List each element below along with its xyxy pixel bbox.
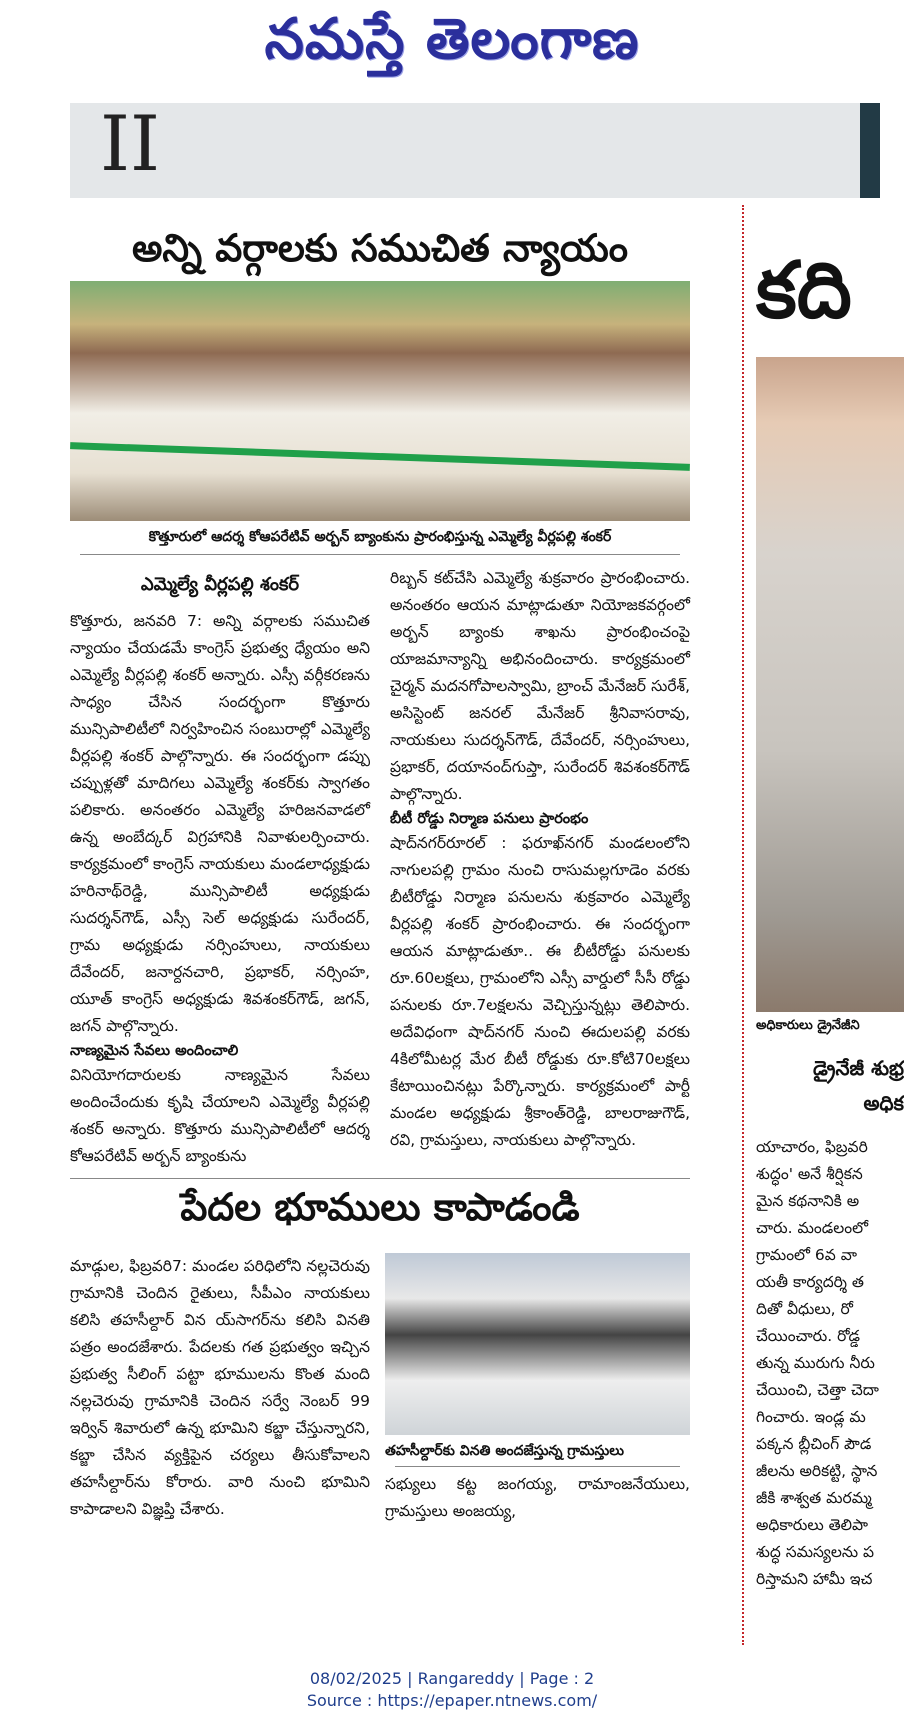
right-article-line: శుద్ధ సమస్యలను ప xyxy=(756,1542,875,1561)
right-article-line: జీకి శాశ్వత మరమ్మ xyxy=(756,1488,872,1507)
right-article-line: అధికారులు తెలిపా xyxy=(756,1515,869,1534)
right-article-line: రిస్తామని హామీ ఇచ xyxy=(756,1569,873,1588)
article1-headline: అన్ని వర్గాలకు సముచిత న్యాయం xyxy=(132,226,628,270)
article-separator xyxy=(70,1178,690,1179)
right-article-line: గించారు. ఇండ్ల మ xyxy=(756,1407,866,1426)
article2-column-1: మాడ్గుల, ఫిబ్రవరి7: మండల పరిధిలోని నల్లచెరువు గ్రామానికి చెందిన రైతులు, సీపీఎం నాయకులు కలిసి తహసీల్దార్ విన య్‌సాగర్‌ను కలిసి వినతి పత్రం అందజేశారు. పేదలకు గత ప్రభుత్వం ఇచ్చిన ప్రభుత్వ సీలింగ్ పట్టా భూములను కొంత మంది నల్లచెరువు గ్రామానికి చెందిన సర్వే నెంబర్ 99 ఇర్విన్ శివారులో ఉన్న భూమిని కబ్జా చేస్తున్నారని, కబ్జా చేసిన వ్యక్తిపైన చర్యలు తీసుకోవాలని తహసీల్దార్‌ను కోరారు. వారి నుంచి భూమిని కాపాడాలని విజ్ఞప్తి చేశారు. xyxy=(70,1256,370,1518)
article2-paragraph-2: సభ్యులు కట్ట జంగయ్య, రామాంజనేయులు, గ్రామస్తులు అంజయ్య, xyxy=(385,1474,690,1520)
masthead xyxy=(0,0,904,92)
right-article-line: తున్న మురుగు నీరు xyxy=(756,1353,875,1372)
article2-body xyxy=(70,1253,690,1525)
caption-rule xyxy=(80,554,680,555)
article1-byline: ఎమ్మెల్యే వీర్లపల్లి శంకర్ xyxy=(140,573,300,595)
article2-photo xyxy=(385,1253,690,1435)
right-article-line: చేయించి, చెత్తా చెదా xyxy=(756,1380,879,1399)
right-article-line: శుద్ధం' అనే శీర్షికన xyxy=(756,1164,863,1183)
article1-photo xyxy=(70,281,690,521)
column-divider xyxy=(742,205,744,1645)
right-article-body xyxy=(756,1134,904,1593)
right-article-photo xyxy=(756,357,904,1012)
right-article-line: గ్రామంలో 6వ వా xyxy=(756,1245,857,1264)
article1-subhead-2: బీటీ రోడ్డు నిర్మాణ పనులు ప్రారంభం xyxy=(390,810,589,827)
right-article-headline: కది xyxy=(756,246,852,336)
right-article-subhead-1: డ్రైనేజీ శుభ్ర xyxy=(813,1055,904,1080)
article2-headline: పేదల భూములు కాపాడండి xyxy=(180,1184,580,1229)
article1-body xyxy=(70,565,690,1170)
right-article-line: చేయించారు. రోడ్డ xyxy=(756,1326,860,1345)
right-article-caption: అధికారులు డ్రైనేజీని xyxy=(756,1017,860,1033)
right-article-subhead-2: అధిక xyxy=(863,1090,904,1115)
right-article-line: మైన కథనానికి అ xyxy=(756,1191,860,1210)
right-article-line: జీలను అరికట్టి, స్థాన xyxy=(756,1461,878,1480)
right-article-line: చారు. మండలంలో xyxy=(756,1218,869,1237)
footer-date-edition: 08/02/2025 | Rangareddy | Page : 2 xyxy=(309,1669,595,1688)
caption2-rule xyxy=(395,1466,680,1467)
footer-source: Source : https://epaper.ntnews.com/ xyxy=(306,1691,598,1710)
article1-paragraph: కొత్తూరు, జనవరి 7: అన్ని వర్గాలకు సముచిత న్యాయం చేయడమే కాంగ్రెస్ ప్రభుత్వ ధ్యేయం అని ఎమ్మెల్యే వీర్లపల్లి శంకర్ అన్నారు. ఎస్సీ వర్గీకరణను సాధ్యం చేసిన సందర్భంగా కొత్తూరు మున్సిపాలిటీలో నిర్వహించిన సంబురాల్లో ఎమ్మెల్యే వీర్లపల్లి శంకర్ పాల్గొన్నారు. ఈ సందర్భంగా డప్పు చప్పుళ్లతో మాదిగలు ఎమ్మెల్యే శంకర్‌కు స్వాగతం పలికారు. అనంతరం ఎమ్మెల్యే హరిజనవాడలో ఉన్న అంబేద్కర్ విగ్రహానికి నివాళులర్పించారు. కార్యక్రమంలో కాంగ్రెస్ నాయకులు మండలాధ్యక్షుడు హరినాథ్‌రెడ్డి, మున్సిపాలిటీ అధ్యక్షుడు సుదర్శన్‌గౌడ్, ఎస్సీ సెల్ అధ్యక్షుడు సురేందర్, గ్రామ అధ్యక్షుడు నర్సింహులు, నాయకులు దేవేందర్, జనార్దనచారి, ప్రభాకర్, నర్సింహ, యూత్ కాంగ్రెస్ అధ్యక్షుడు శివశంకర్‌గౌడ్, జగన్, జగన్ పాల్గొన్నారు. xyxy=(70,611,370,1035)
article1-subhead-1: నాణ్యమైన సేవలు అందించాలి xyxy=(70,1042,239,1059)
bar-accent xyxy=(860,103,880,198)
article2-caption: తహసీల్దార్‌కు వినతి అందజేస్తున్న గ్రామస్తులు xyxy=(385,1442,624,1459)
article1-caption: కొత్తూరులో ఆదర్శ కోఆపరేటివ్ అర్బన్ బ్యాంకును ప్రారంభిస్తున్న ఎమ్మెల్యే వీర్లపల్లి శంకర్ xyxy=(148,528,612,545)
article1-column-2 xyxy=(390,565,690,1170)
footer xyxy=(0,1668,904,1712)
article1-paragraph-4: షాద్‌నగర్‌రూరల్ : ఫరూఖ్‌నగర్ మండలంలోని నాగులపల్లి గ్రామం నుంచి రాసుమల్లగూడెం వరకు బీటీరోడ్డు నిర్మాణ పనులను శుక్రవారం ఎమ్మెల్యే వీర్లపల్లి శంకర్ ప్రారంభించారు. ఈ సందర్భంగా ఆయన మాట్లాడుతూ.. ఈ బీటీరోడ్డు పనులకు రూ.60లక్షలు, గ్రామంలోని ఎస్సీ వార్డులో సీసీ రోడ్డు పనులకు రూ.7లక్షలను వెచ్చిస్తున్నట్లు తెలిపారు. అదేవిధంగా షాద్‌నగర్ నుంచి ఈదులపల్లి వరకు 4కిలోమీటర్ల మేర బీటీ రోడ్డుకు రూ.కోటి70లక్షలు కేటాయించినట్లు పేర్కొన్నారు. కార్యక్రమంలో పార్టీ మండల అధ్యక్షుడు శ్రీకాంత్‌రెడ్డి, బాలరాజుగౌడ్, రవి, గ్రామస్తులు, నాయకులు పాల్గొన్నారు. xyxy=(390,833,690,1149)
newspaper-title: నమస్తే తెలంగాణ xyxy=(264,6,640,72)
article1-paragraph-2: వినియోగదారులకు నాణ్యమైన సేవలు అందించేందుకు కృషి చేయాలని ఎమ్మెల్యే వీర్లపల్లి శంకర్ అన్నారు. కొత్తూరు మున్సిపాలిటీలో ఆదర్శ కోఆపరేటివ్ అర్బన్ బ్యాంకును xyxy=(70,1065,370,1165)
right-article-line: పక్కన బ్లీచింగ్ పౌడ xyxy=(756,1434,872,1453)
article1-paragraph-3: రిబ్బన్ కట్‌చేసి ఎమ్మెల్యే శుక్రవారం ప్రారంభించారు. అనంతరం ఆయన మాట్లాడుతూ నియోజకవర్గంలో అర్బన్ బ్యాంకు శాఖను ప్రారంభించంపై యాజమాన్యాన్ని అభినందించారు. కార్యక్రమంలో చైర్మన్ మదనగోపాలస్వామి, బ్రాంచ్ మేనేజర్ సురేశ్, అసిస్టెంట్ జనరల్ మేనేజర్ శ్రీనివాసరావు, నాయకులు సుదర్శన్‌గౌడ్, దేవేందర్, నర్సింహులు, ప్రభాకర్, దయానంద్‌గుప్తా, సురేందర్ శివశంకర్‌గౌడ్ పాల్గొన్నారు. xyxy=(390,568,690,803)
article2-column-2 xyxy=(385,1253,690,1525)
left-column xyxy=(70,205,690,1525)
article1-column-1 xyxy=(70,565,370,1170)
right-column xyxy=(756,205,904,1593)
right-article-line: యతీ కార్యదర్శి త xyxy=(756,1272,864,1291)
page-number: II xyxy=(100,99,161,188)
page-section-bar xyxy=(70,99,880,198)
ribbon-graphic xyxy=(70,442,690,471)
right-article-line: యాచారం, ఫిబ్రవరి xyxy=(756,1137,868,1156)
right-article-line: దితో వీధులు, రో xyxy=(756,1299,853,1318)
